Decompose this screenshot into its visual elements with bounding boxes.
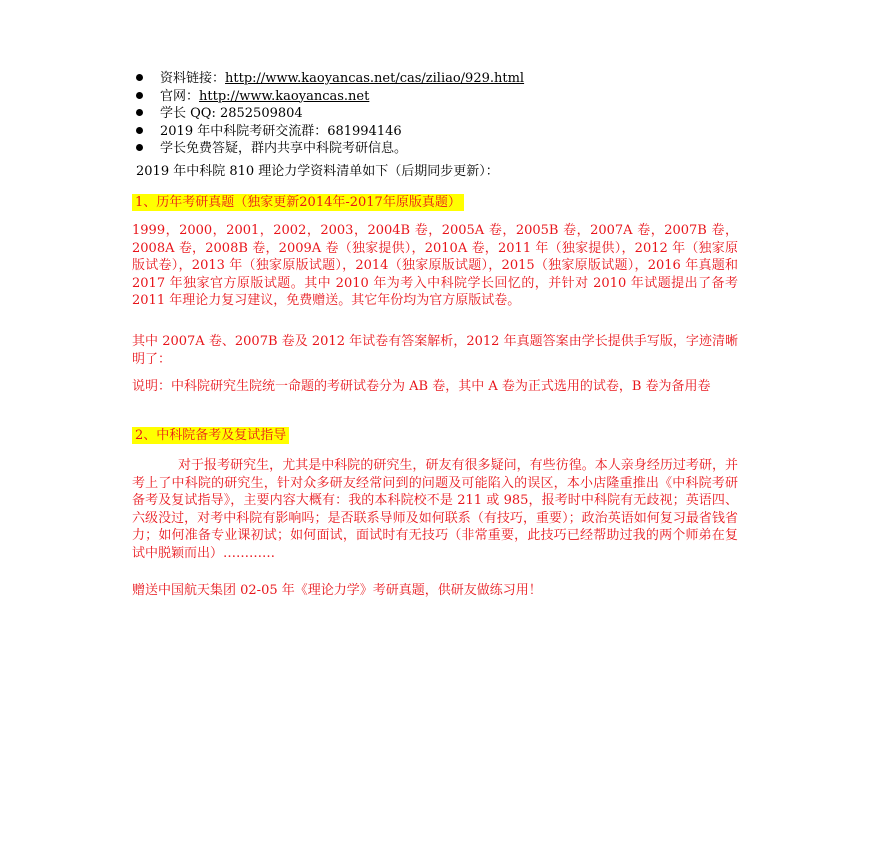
website-link[interactable]: http://www.kaoyancas.net: [199, 88, 370, 104]
link-label: 资料链接：: [160, 71, 226, 86]
qa-text: 学长免费答疑，群内共享中科院考研信息。: [160, 141, 408, 156]
info-bullet-list: [136, 70, 524, 158]
bullet-icon: [136, 92, 143, 99]
materials-link[interactable]: http://www.kaoyancas.net/cas/ziliao/929.html: [225, 71, 525, 86]
section1-answers-paragraph: 其中 2007A 卷、2007B 卷及 2012 年试卷有答案解析，2012 年真题答案由学长提供手写版，字迹清晰明了：: [132, 334, 738, 367]
list-item: [136, 88, 524, 106]
section1-note-paragraph: 说明：中科院研究生院统一命题的考研试卷分为 AB 卷，其中 A 卷为正式选用的试卷，B 卷为备用卷: [132, 379, 711, 394]
section1-paragraph: 1999，2000，2001，2002，2003，2004B 卷，2005A 卷，2005B 卷，2007A 卷，2007B 卷，2008A 卷，2008B 卷，2009A 卷（独家提供），2010A 卷，2011 年（独家提供），2012 年（独家原版试卷），2013 年（独家原版试题），2014（独家原版试题），2015（独家原版试题），2016 年真题和 2017 年独家官方原版试题。其中 2010 年为考入中科院学长回忆的，并针对 2010 年试题提出了备考 2011 年理论力复习建议，免费赠送。其它年份均为官方原版试卷。: [132, 223, 738, 309]
section2-gift-paragraph: 赠送中国航天集团 02-05 年《理论力学》考研真题，供研友做练习用！: [132, 583, 542, 598]
list-item: [136, 105, 524, 123]
bullet-icon: [136, 109, 143, 116]
qq-text: 学长 QQ: 2852509804: [160, 106, 303, 121]
intro-line: 2019 年中科院 810 理论力学资料清单如下（后期同步更新）：: [136, 164, 499, 179]
section2-heading: 2、中科院备考及复试指导: [132, 427, 289, 444]
link-label: 官网：: [160, 88, 200, 104]
bullet-icon: [136, 127, 143, 134]
bullet-icon: [136, 74, 143, 81]
bullet-icon: [136, 144, 143, 151]
section2-paragraph: 对于报考研究生，尤其是中科院的研究生，研友有很多疑问，有些彷徨。本人亲身经历过考研，并考上了中科院的研究生，针对众多研友经常问到的问题及可能陷入的误区，本小店隆重推出《中科院考研备考及复试指导》，主要内容大概有：我的本科院校不是 211 或 985，报考时中科院有无歧视；英语四、六级没过，对考中科院有影响吗；是否联系导师及如何联系（有技巧，重要）；政治英语如何复习最省钱省力；如何准备专业课初试；如何面试，面试时有无技巧（非常重要，此技巧已经帮助过我的两个师弟在复试中脱颖而出）…………: [132, 458, 738, 561]
list-item: [136, 123, 524, 141]
list-item: [136, 140, 524, 158]
section1-heading: 1、历年考研真题（独家更新2014年-2017年原版真题）: [132, 194, 464, 211]
group-text: 2019 年中科院考研交流群：681994146: [160, 123, 402, 139]
list-item: [136, 70, 524, 88]
